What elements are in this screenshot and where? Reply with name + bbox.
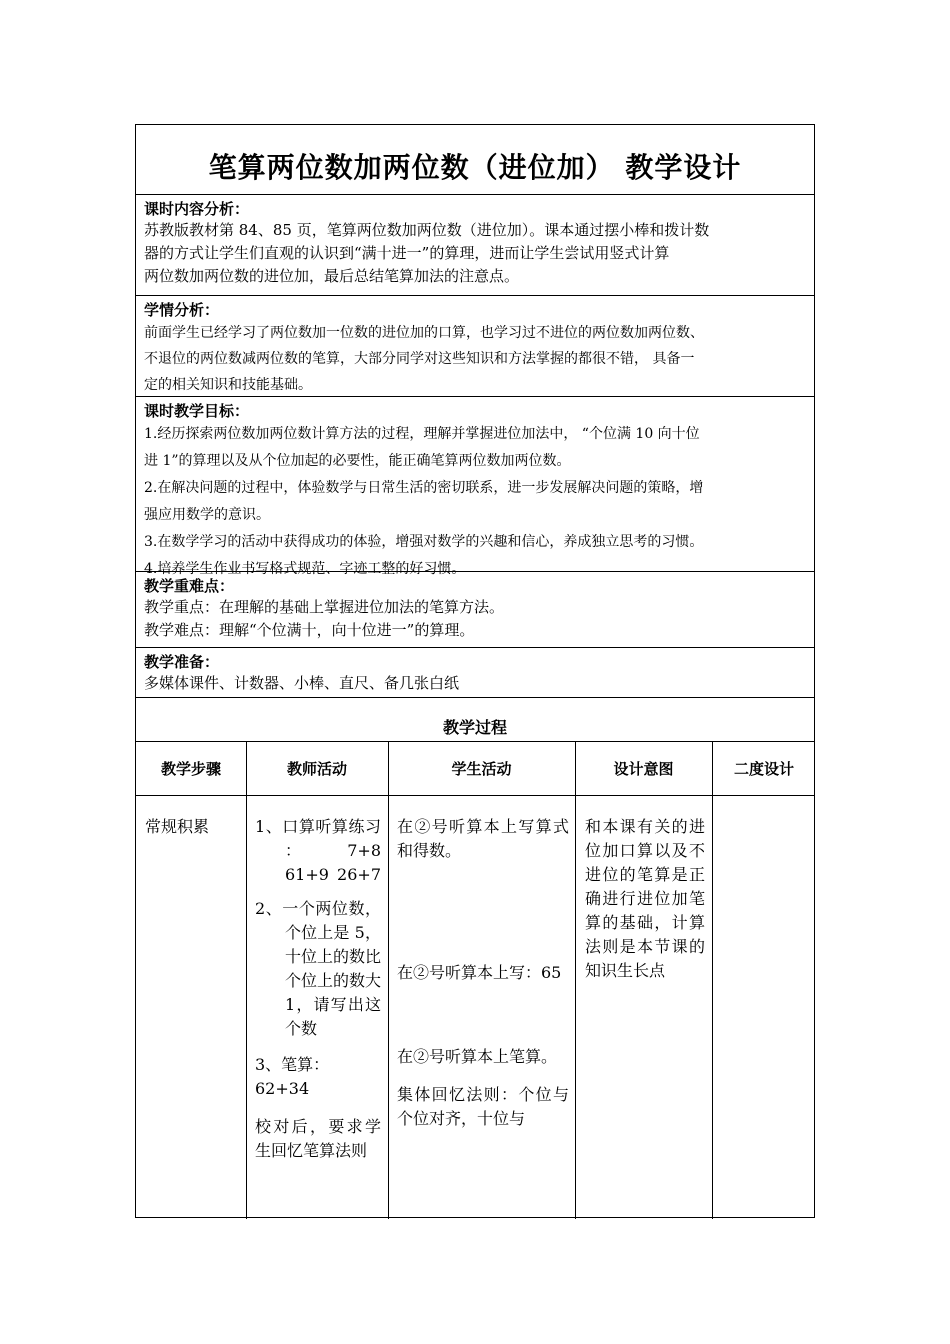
teacher-item: 校对后，要求学生回忆笔算法则 [255, 1117, 381, 1160]
teaching-prep-heading: 教学准备： [144, 653, 220, 671]
page-title: 笔算两位数加两位数（进位加） 教学设计 [208, 151, 742, 184]
teacher-item: 1、口算听算练习 ： 7+8 61+9 26+7 [255, 817, 381, 884]
column-header-second-design: 二度设计 [733, 759, 794, 778]
header-divider [136, 795, 814, 796]
teaching-goal-line: 1.经历探索两位数加两位数计算方法的过程，理解并掌握进位加法中， “个位满 10 向十位 [144, 426, 700, 442]
column-divider [712, 741, 713, 1219]
difficult-point-line: 教学难点：理解“个位满十，向十位进一”的算理。 [144, 621, 475, 639]
content-analysis-line: 器的方式让学生们直观的认识到“满十进一”的算理，进而让学生尝试用竖式计算 [144, 244, 670, 262]
process-table [136, 741, 814, 1219]
process-title-row [136, 698, 814, 742]
key-difficult-points-section [136, 572, 814, 648]
column-header-step: 教学步骤 [160, 759, 221, 778]
teaching-goal-line: 进 1”的算理以及从个位加起的必要性，能正确笔算两位数加两位数。 [144, 453, 571, 469]
title-row [136, 125, 814, 195]
teacher-item: 3、笔算：62+34 [255, 1055, 330, 1098]
column-header-teacher: 教师活动 [286, 759, 347, 778]
teaching-prep-line: 多媒体课件、计数器、小棒、直尺、备几张白纸 [144, 674, 460, 692]
teaching-goal-line: 2.在解决问题的过程中，体验数学与日常生活的密切联系，进一步发展解决问题的策略，增 [144, 480, 704, 496]
teaching-goal-line: 4.培养学生作业书写格式规范、字迹工整的好习惯。 [144, 561, 466, 577]
key-point-line: 教学重点：在理解的基础上掌握进位加法的笔算方法。 [144, 598, 505, 616]
content-analysis-section [136, 195, 814, 296]
teaching-goal-line: 3.在数学学习的活动中获得成功的体验，增强对数学的兴趣和信心，养成独立思考的习惯。 [144, 534, 704, 550]
student-item: 在②号听算本上写：65 [397, 963, 562, 982]
column-divider [246, 741, 247, 1219]
design-intent-cell: 和本课有关的进位加口算以及不进位的笔算是正确进行进位加笔算的基础，计算法则是本节课的知识生长点 [585, 817, 705, 980]
student-analysis-line: 定的相关知识和技能基础。 [144, 377, 312, 393]
teaching-goals-section [136, 397, 814, 577]
step-cell: 常规积累 [145, 817, 210, 836]
student-item: 集体回忆法则：个位与个位对齐，十位与 [397, 1085, 569, 1128]
key-points-heading: 教学重难点： [144, 577, 235, 595]
teaching-goals-heading: 课时教学目标： [144, 402, 250, 420]
column-header-intent: 设计意图 [613, 759, 674, 778]
student-item: 在②号听算本上写算式和得数。 [397, 817, 569, 860]
student-analysis-line: 前面学生已经学习了两位数加一位数的进位加的口算，也学习过不进位的两位数加两位数、 [144, 325, 704, 341]
lesson-plan-table [135, 124, 815, 1218]
content-analysis-line: 两位数加两位数的进位加，最后总结笔算加法的注意点。 [144, 267, 520, 285]
content-analysis-heading: 课时内容分析： [144, 200, 250, 218]
student-analysis-line: 不退位的两位数减两位数的笔算，大部分同学对这些知识和方法掌握的都很不错， 具备一 [144, 351, 695, 367]
teacher-activity-cell [255, 815, 381, 1163]
column-divider [388, 741, 389, 1219]
student-analysis-section [136, 296, 814, 397]
teaching-prep-section [136, 648, 814, 698]
student-activity-cell [397, 815, 569, 1131]
process-title: 教学过程 [442, 718, 507, 737]
student-item: 在②号听算本上笔算。 [397, 1047, 558, 1066]
student-analysis-heading: 学情分析： [144, 301, 220, 319]
teacher-item: 2、一个两位数，个位上是 5，十位上的数比个位上的数大 1，请写出这个数 [255, 899, 382, 1038]
teaching-goal-line: 强应用数学的意识。 [144, 507, 270, 523]
column-divider [575, 741, 576, 1219]
column-header-student: 学生活动 [451, 759, 512, 778]
content-analysis-line: 苏教版教材第 84、85 页，笔算两位数加两位数（进位加）。课本通过摆小棒和拨计数 [144, 221, 710, 239]
